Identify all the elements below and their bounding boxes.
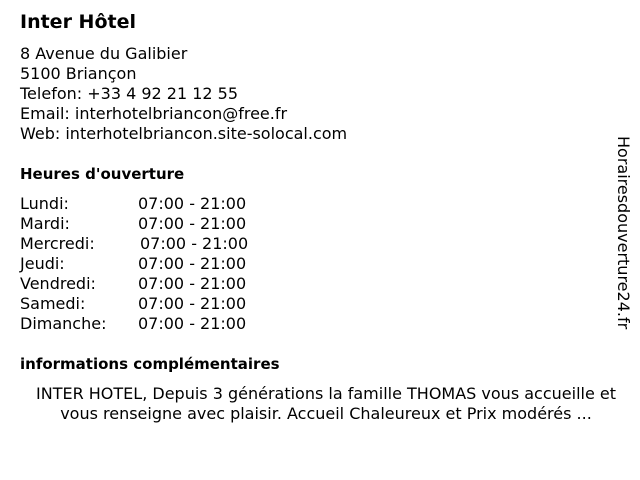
day-label: Lundi: [20, 194, 69, 213]
time-range: 07:00 - 21:00 [138, 294, 247, 313]
day-label: Jeudi: [20, 254, 65, 273]
time-range: 07:00 - 21:00 [140, 234, 249, 253]
hours-row-thursday [20, 254, 280, 274]
day-label: Dimanche: [20, 314, 107, 333]
address-street: 8 Avenue du Galibier [20, 44, 188, 63]
day-label: Vendredi: [20, 274, 96, 293]
hours-row-tuesday [20, 214, 280, 234]
additional-info-text: INTER HOTEL, Depuis 3 générations la famille THOMAS vous accueille et vous renseigne avec plaisir. Accueil Chaleureux et Prix modérés ... [36, 384, 616, 423]
time-range: 07:00 - 21:00 [138, 194, 247, 213]
opening-hours-table [20, 194, 280, 334]
hours-row-monday [20, 194, 280, 214]
phone-number: Telefon: +33 4 92 21 12 55 [20, 84, 239, 103]
time-range: 07:00 - 21:00 [138, 274, 247, 293]
time-range: 07:00 - 21:00 [138, 214, 247, 233]
opening-hours-heading: Heures d'ouverture [20, 165, 185, 183]
hours-row-friday [20, 274, 280, 294]
hours-row-wednesday [20, 234, 280, 254]
day-label: Mercredi: [20, 234, 95, 253]
website-address: Web: interhotelbriancon.site-solocal.com [20, 124, 348, 143]
time-range: 07:00 - 21:00 [138, 314, 247, 333]
site-watermark: Horairesdouverture24.fr [614, 136, 633, 330]
address-city: 5100 Briançon [20, 64, 137, 83]
additional-info-heading: informations complémentaires [20, 355, 280, 373]
day-label: Samedi: [20, 294, 86, 313]
hours-row-saturday [20, 294, 280, 314]
time-range: 07:00 - 21:00 [138, 254, 247, 273]
day-label: Mardi: [20, 214, 70, 233]
email-address: Email: interhotelbriancon@free.fr [20, 104, 288, 123]
contact-block [20, 44, 347, 144]
hours-row-sunday [20, 314, 280, 334]
business-name: Inter Hôtel [20, 11, 136, 33]
